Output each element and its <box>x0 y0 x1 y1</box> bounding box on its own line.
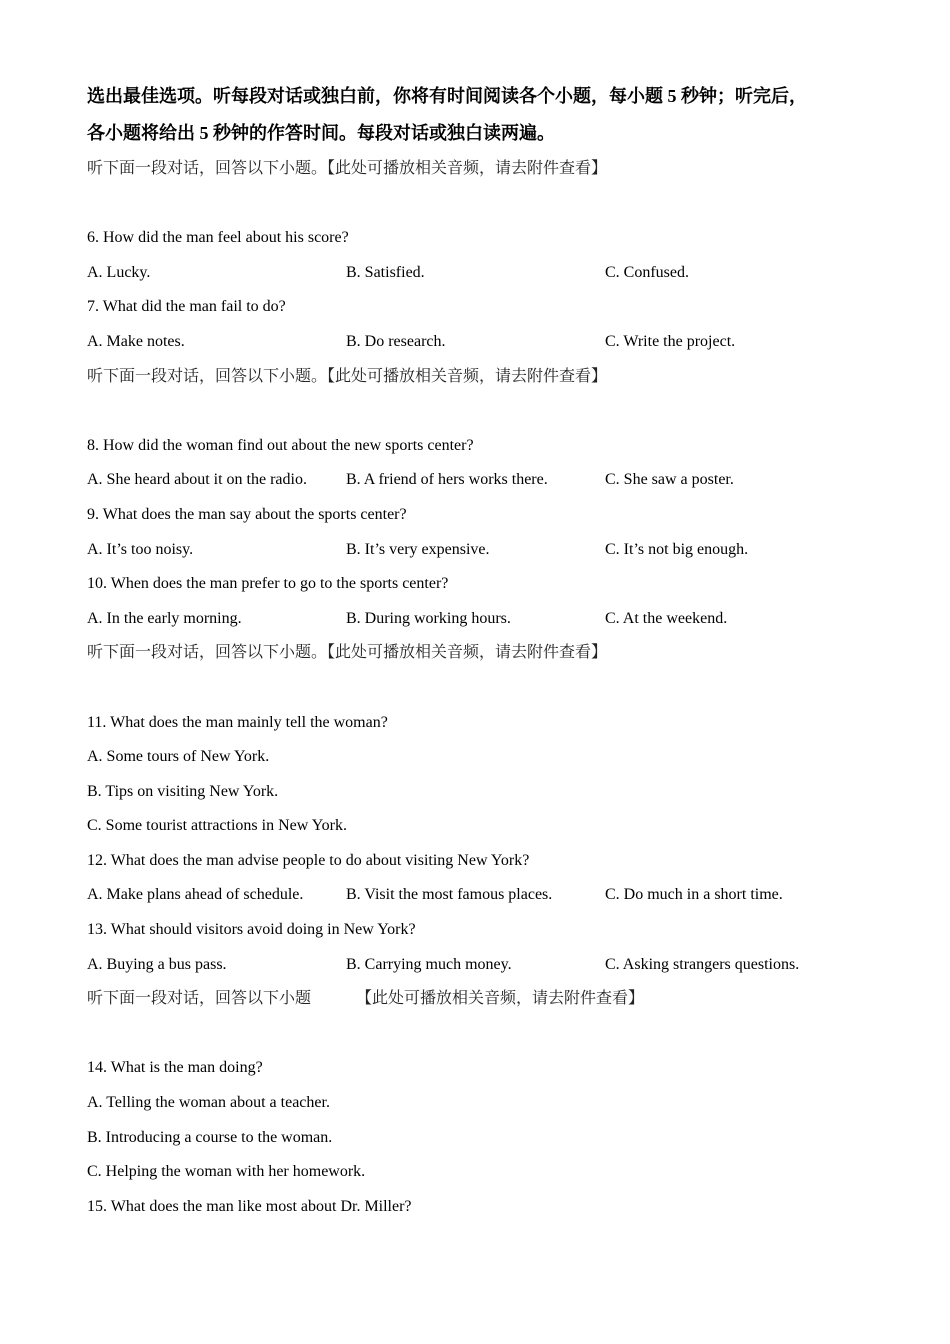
audio-note: 听下面一段对话，回答以下小题。【此处可播放相关音频，请去附件查看】 <box>87 160 608 177</box>
question-9: 9. What does the man say about the sports center? <box>87 505 407 523</box>
option-a: A. Some tours of New York. <box>87 748 270 766</box>
audio-note-attachment: 【此处可播放相关音频，请去附件查看】 <box>356 990 645 1008</box>
option-b: B. During working hours. <box>346 609 511 627</box>
option-c: C. Asking strangers questions. <box>605 955 800 973</box>
option-a: A. Telling the woman about a teacher. <box>87 1094 330 1112</box>
question-8: 8. How did the woman find out about the new sports center? <box>87 436 474 454</box>
options-6 <box>87 256 867 291</box>
options-13 <box>87 948 867 983</box>
audio-note <box>87 982 867 1017</box>
option-c: C. Some tourist attractions in New York. <box>87 817 347 835</box>
question-12: 12. What does the man advise people to do about visiting New York? <box>87 851 530 869</box>
option-a: A. Make notes. <box>87 332 185 350</box>
audio-note: 听下面一段对话，回答以下小题。【此处可播放相关音频，请去附件查看】 <box>87 644 608 662</box>
option-b: B. Introducing a course to the woman. <box>87 1128 333 1146</box>
option-b: B. Do research. <box>346 332 446 350</box>
options-8 <box>87 463 867 498</box>
option-c: C. Write the project. <box>605 332 736 350</box>
question-10: 10. When does the man prefer to go to the sports center? <box>87 575 449 593</box>
option-a: A. It’s too noisy. <box>87 540 194 558</box>
question-13: 13. What should visitors avoid doing in New York? <box>87 921 416 939</box>
question-6: 6. How did the man feel about his score? <box>87 229 349 247</box>
options-10 <box>87 602 867 637</box>
options-9 <box>87 533 867 568</box>
option-c: C. Do much in a short time. <box>605 886 783 904</box>
options-7 <box>87 325 867 360</box>
spacer <box>87 671 867 706</box>
question-15: 15. What does the man like most about Dr. Miller? <box>87 1197 412 1215</box>
option-a: A. Lucky. <box>87 263 151 281</box>
option-b: B. A friend of hers works there. <box>346 471 548 489</box>
option-c: C. She saw a poster. <box>605 471 734 489</box>
option-c: C. It’s not big enough. <box>605 540 749 558</box>
question-11: 11. What does the man mainly tell the woman? <box>87 713 388 731</box>
audio-note-prompt: 听下面一段对话，回答以下小题 <box>87 990 312 1008</box>
options-12 <box>87 878 867 913</box>
spacer <box>87 187 867 222</box>
spacer <box>87 1017 867 1052</box>
option-b: B. It’s very expensive. <box>346 540 490 558</box>
option-b: B. Carrying much money. <box>346 955 512 973</box>
option-a: A. Buying a bus pass. <box>87 955 227 973</box>
option-b: B. Tips on visiting New York. <box>87 782 279 800</box>
option-a: A. In the early morning. <box>87 609 242 627</box>
section-instruction <box>87 78 867 152</box>
option-b: B. Visit the most famous places. <box>346 886 553 904</box>
instruction-line-2: 各小题将给出 5 秒钟的作答时间。每段对话或独白读两遍。 <box>87 123 555 143</box>
option-a: A. She heard about it on the radio. <box>87 471 307 489</box>
spacer <box>87 394 867 429</box>
option-a: A. Make plans ahead of schedule. <box>87 886 304 904</box>
option-b: B. Satisfied. <box>346 263 425 281</box>
option-c: C. Confused. <box>605 263 689 281</box>
question-14: 14. What is the man doing? <box>87 1059 263 1077</box>
option-c: C. Helping the woman with her homework. <box>87 1163 366 1181</box>
option-c: C. At the weekend. <box>605 609 728 627</box>
question-7: 7. What did the man fail to do? <box>87 298 286 316</box>
exam-page <box>87 78 867 1224</box>
instruction-line-1: 选出最佳选项。听每段对话或独白前，你将有时间阅读各个小题，每小题 5 秒钟；听完后， <box>87 86 807 106</box>
audio-note: 听下面一段对话，回答以下小题。【此处可播放相关音频，请去附件查看】 <box>87 367 608 385</box>
